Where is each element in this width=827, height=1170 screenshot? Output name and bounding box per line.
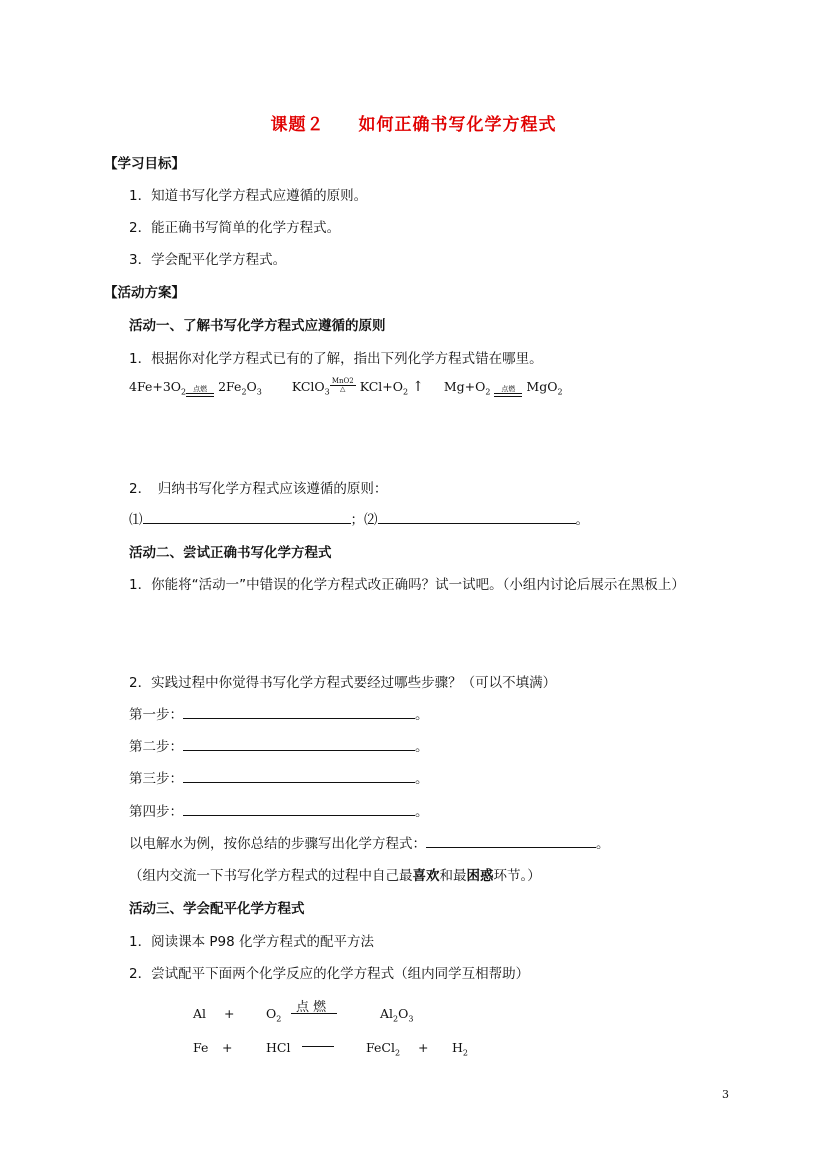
- electrolysis-blank[interactable]: [426, 833, 596, 848]
- step-4-row: 第四步： 。: [129, 800, 429, 820]
- group-note: （组内交流一下书写化学方程式的过程中自己最喜欢和最困惑环节。）: [129, 868, 541, 884]
- reaction-1-condition: 点 燃: [296, 1000, 327, 1015]
- step-2-blank[interactable]: [183, 736, 415, 751]
- title-part1: 课题２: [270, 115, 325, 135]
- title-part2: 如何正确书写化学方程式: [358, 115, 557, 135]
- reaction-2-plus: +: [222, 1040, 233, 1055]
- activity2-q1: 1．你能将“活动一”中错误的化学方程式改正确吗？试一试吧。（小组内讨论后展示在黑板上）: [129, 577, 685, 593]
- reaction-1-product: $Al_2O_3$: [380, 1006, 414, 1024]
- principle-2-blank[interactable]: [378, 509, 576, 524]
- reaction-1-b: $O_2$: [266, 1006, 282, 1024]
- principle-end: 。: [575, 512, 589, 528]
- step-1-row: 第一步： 。: [129, 703, 429, 723]
- reaction-1-plus: +: [224, 1006, 235, 1021]
- page-number: 3: [722, 1088, 729, 1101]
- equation-2: KClO$_3$ MnO2 △ $KCl+O_2$ ↑: [291, 377, 424, 397]
- equation-3: $Mg+O_2$ 点燃 MgO$_2$: [443, 379, 563, 397]
- reaction-1-line: [291, 1013, 337, 1014]
- step-3-blank[interactable]: [183, 768, 415, 783]
- equation-1: $4Fe+3O_2$ 点燃 $2Fe_2O_3$: [129, 379, 262, 397]
- reaction-2-plus2: +: [418, 1040, 429, 1055]
- goals-header: 【学习目标】: [104, 156, 185, 172]
- principles-line: [129, 508, 589, 528]
- step-2-row: 第二步： 。: [129, 735, 429, 755]
- principle-separator: ；⑵: [350, 512, 378, 528]
- step-3-row: 第三步： 。: [129, 767, 429, 787]
- step-4-blank[interactable]: [183, 801, 415, 816]
- reaction-2-c: FeCl$_2$: [366, 1040, 401, 1058]
- electrolysis-row: 以电解水为例，按你总结的步骤写出化学方程式： 。: [129, 832, 610, 852]
- reaction-2-a: Fe: [193, 1040, 209, 1055]
- step-1-blank[interactable]: [183, 704, 415, 719]
- page-title: [0, 110, 827, 135]
- reaction-2-d: $H_2$: [452, 1040, 468, 1058]
- principle-1-blank[interactable]: [143, 509, 351, 524]
- activity3-q2: 2．尝试配平下面两个化学反应的化学方程式（组内同学互相帮助）: [129, 966, 530, 982]
- activity1-title: 活动一、了解书写化学方程式应遵循的原则: [129, 318, 386, 334]
- activity1-q2: 2． 归纳书写化学方程式应该遵循的原则：: [129, 481, 388, 497]
- goal-item-2: 2．能正确书写简单的化学方程式。: [129, 220, 341, 236]
- activity2-q2: 2．实践过程中你觉得书写化学方程式要经过哪些步骤？（可以不填满）: [129, 675, 557, 691]
- activity3-title: 活动三、学会配平化学方程式: [129, 901, 305, 917]
- wrong-equations: [129, 377, 563, 397]
- reaction-1-a: Al: [193, 1006, 207, 1021]
- goal-item-3: 3．学会配平化学方程式。: [129, 252, 287, 268]
- activity3-q1: 1．阅读课本 P98 化学方程式的配平方法: [129, 934, 374, 950]
- goal-item-1: 1．知道书写化学方程式应遵循的原则。: [129, 188, 368, 204]
- reaction-2-b: HCl: [266, 1040, 291, 1055]
- activity2-title: 活动二、尝试正确书写化学方程式: [129, 545, 332, 561]
- arrow-up-icon: ↑: [412, 379, 424, 395]
- reaction-2-line: [302, 1046, 334, 1047]
- activity1-q1: 1．根据你对化学方程式已有的了解，指出下列化学方程式错在哪里。: [129, 351, 543, 367]
- principle-1-label: ⑴: [129, 512, 143, 528]
- plan-header: 【活动方案】: [104, 285, 185, 301]
